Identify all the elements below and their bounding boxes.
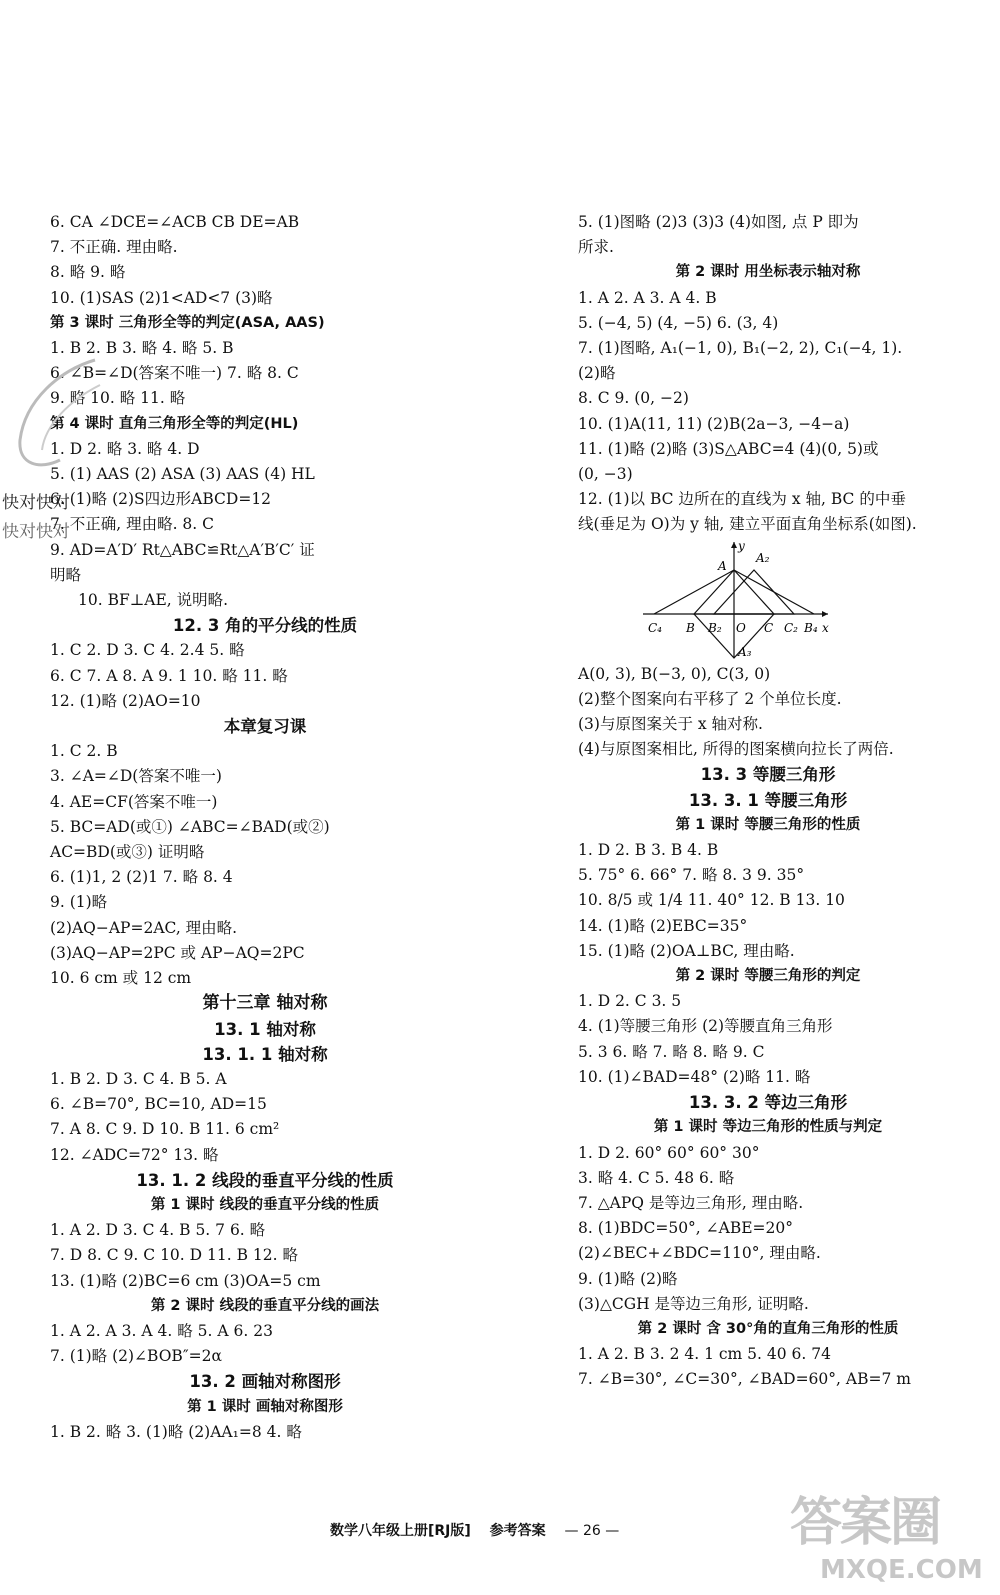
label-c: C [764,620,774,635]
answer-line: 第 4 课时 直角三角形全等的判定(HL) [50,415,299,432]
answer-line: 7. 不正确. 理由略. [50,238,178,257]
answer-line: 1. D 2. C 3. 5 [578,992,682,1011]
answer-line: 第 2 课时 线段的垂直平分线的画法 [150,1297,380,1314]
answer-line: 12. 3 角的平分线的性质 [172,616,358,636]
label-c4: C₄ [648,620,662,635]
watermark-overlay [2,488,70,542]
answer-line: 4. AE=CF(答案不唯一) [50,792,218,811]
watermark-text-2: 快对快对 [2,522,70,542]
answer-line: 6. ∠B=70°, BC=10, AD=15 [50,1095,267,1114]
answer-line: 5. 3 6. 略 7. 略 8. 略 9. C [578,1042,765,1061]
answer-line: 本章复习课 [223,717,307,737]
answer-line: 9. (1)略 [50,893,108,912]
label-a: A [718,558,727,573]
answer-line: 1. C 2. B [50,742,118,761]
answer-line: 9. 略 10. 略 11. 略 [50,389,186,408]
answer-line: 7. △APQ 是等边三角形, 理由略. [578,1193,804,1212]
answer-line: 1. A 2. D 3. C 4. B 5. 7 6. 略 [50,1221,266,1240]
footer-book: 数学八年级上册[RJ版] [330,1523,471,1539]
answer-line: 第十三章 轴对称 [202,993,328,1014]
label-b2: B₂ [708,620,722,635]
answer-line: (4)与原图案相比, 所得的图案横向拉长了两倍. [578,740,894,759]
answer-line: 13. 1 轴对称 [214,1019,316,1039]
label-b4: B₄ [804,620,818,635]
watermark-logo-text: 答案圈 [790,1493,941,1553]
answer-line: 13. 2 画轴对称图形 [189,1372,341,1392]
answer-line: 8. (1)BDC=50°, ∠ABE=20° [578,1219,794,1238]
answer-line: 10. BF⊥AE, 说明略. [78,591,229,610]
answer-line: 1. D 2. 略 3. 略 4. D [50,439,200,458]
footer-page-number: — 26 — [564,1523,620,1539]
answer-line: 1. B 2. B 3. 略 4. 略 5. B [50,339,234,358]
footer-section: 参考答案 [489,1523,546,1539]
answer-line: 5. 75° 6. 66° 7. 略 8. 3 9. 35° [578,866,805,885]
answer-line: 12. (1)略 (2)AO=10 [50,691,201,710]
label-o: O [736,620,746,635]
answer-line: (3)与原图案关于 x 轴对称. [578,715,763,734]
answer-line: 第 1 课时 画轴对称图形 [187,1398,343,1415]
answer-line: 15. (1)略 (2)OA⊥BC, 理由略. [578,941,795,960]
answer-line: 第 2 课时 用坐标表示轴对称 [675,264,861,281]
answer-line: 13. 1. 1 轴对称 [202,1044,328,1064]
answer-line: 13. (1)略 (2)BC=6 cm (3)OA=5 cm [50,1271,321,1290]
answer-line: 6. C 7. A 8. A 9. 1 10. 略 11. 略 [50,666,288,685]
answer-line: 所求. [578,238,614,257]
answer-line: 第 1 课时 等边三角形的性质与判定 [653,1119,883,1136]
answer-line: 8. 略 9. 略 [50,263,126,282]
label-c2: C₂ [784,620,798,635]
watermark-text-1: 快对快对 [2,493,70,513]
watermark-logo-url: MXQE.COM [820,1555,983,1585]
answer-line: (0, −3) [578,465,633,484]
answer-line: 1. A 2. A 3. A 4. 略 5. A 6. 23 [50,1321,273,1340]
answer-line: 线(垂足为 O)为 y 轴, 建立平面直角坐标系(如图). [578,515,917,534]
answer-line: 第 1 课时 线段的垂直平分线的性质 [150,1196,380,1213]
answer-line: (3)△CGH 是等边三角形, 证明略. [578,1294,809,1313]
answer-line: 3. 略 4. C 5. 48 6. 略 [578,1168,735,1187]
answer-line: A(0, 3), B(−3, 0), C(3, 0) [578,664,771,683]
answer-line: 5. (1)图略 (2)3 (3)3 (4)如图, 点 P 即为 [578,213,859,231]
coordinate-figure-svg [638,540,838,660]
answer-line: (2)略 [578,364,616,383]
coordinate-figure [578,540,958,660]
label-a3: A₃ [738,644,752,659]
answer-line: 1. B 2. D 3. C 4. B 5. A [50,1069,227,1088]
site-watermark-logo [790,1480,983,1585]
answer-line: (2)∠BEC+∠BDC=110°, 理由略. [578,1244,821,1263]
x-axis-arrow [822,611,828,617]
answer-line: (2)AQ−AP=2AC, 理由略. [50,918,238,937]
answer-line: 5. (1) AAS (2) ASA (3) AAS (4) HL [50,465,315,484]
answer-line: 1. A 2. B 3. 2 4. 1 cm 5. 40 6. 74 [578,1345,831,1364]
answer-line: 8. C 9. (0, −2) [578,389,689,408]
answer-line: 13. 1. 2 线段的垂直平分线的性质 [136,1170,394,1190]
answer-line: 11. (1)略 (2)略 (3)S△ABC=4 (4)(0, 5)或 [578,439,879,458]
answer-line: 3. ∠A=∠D(答案不唯一) [50,767,222,786]
answer-line: 14. (1)略 (2)EBC=35° [578,916,748,935]
answer-line: 5. BC=AD(或①) ∠ABC=∠BAD(或②) [50,817,330,836]
answer-line: 12. ∠ADC=72° 13. 略 [50,1145,219,1164]
answer-line: 第 3 课时 三角形全等的判定(ASA, AAS) [50,314,325,331]
answer-line: 1. D 2. B 3. B 4. B [578,841,719,860]
answer-line: 7. D 8. C 9. C 10. D 11. B 12. 略 [50,1246,298,1265]
answer-line: 7. 不正确, 理由略. 8. C [50,515,214,534]
answer-line: 7. A 8. C 9. D 10. B 11. 6 cm² [50,1120,280,1139]
page-footer [330,1520,633,1540]
answer-line: 10. (1)SAS (2)1<AD<7 (3)略 [50,288,273,307]
answer-line: 9. AD=A′D′ Rt△ABC≌Rt△A′B′C′ 证 [50,540,315,559]
answer-line: 1. A 2. A 3. A 4. B [578,288,717,307]
answer-line: AC=BD(或③) 证明略 [50,843,205,862]
answer-line: 第 1 课时 等腰三角形的性质 [675,816,861,833]
answer-line: 7. ∠B=30°, ∠C=30°, ∠BAD=60°, AB=7 m [578,1370,911,1389]
answer-line: 第 2 课时 含 30°角的直角三角形的性质 [637,1320,899,1337]
answer-line: 1. D 2. 60° 60° 60° 30° [578,1143,760,1162]
answer-line: 13. 3 等腰三角形 [700,765,836,785]
answer-line: 12. (1)以 BC 边所在的直线为 x 轴, BC 的中垂 [578,490,906,509]
answer-line: 10. (1)A(11, 11) (2)B(2a−3, −4−a) [578,414,850,433]
answer-line: 6. (1)1, 2 (2)1 7. 略 8. 4 [50,868,233,887]
answer-line: 7. (1)图略, A₁(−1, 0), B₁(−2, 2), C₁(−4, 1). [578,339,903,358]
answer-line: 明略 [50,565,82,584]
answer-line: 1. B 2. 略 3. (1)略 (2)AA₁=8 4. 略 [50,1422,302,1441]
answer-line: 10. 8/5 或 1/4 11. 40° 12. B 13. 10 [578,891,845,910]
label-y: y [738,539,745,553]
answer-line: 6. ∠B=∠D(答案不唯一) 7. 略 8. C [50,364,299,383]
answer-line: 10. 6 cm 或 12 cm [50,969,192,988]
answer-line: 10. (1)∠BAD=48° (2)略 11. 略 [578,1067,811,1086]
answer-line: 1. C 2. D 3. C 4. 2.4 5. 略 [50,641,245,660]
hand-drawn-swoosh [0,330,120,490]
right-column [578,210,958,1393]
answer-line: 5. (−4, 5) (4, −5) 6. (3, 4) [578,313,779,332]
answer-line: 4. (1)等腰三角形 (2)等腰直角三角形 [578,1017,833,1036]
answer-line: 6. CA ∠DCE=∠ACB CB DE=AB [50,213,300,231]
label-a2: A₂ [756,550,770,565]
label-b: B [686,620,695,635]
answer-line: 13. 3. 2 等边三角形 [688,1093,848,1113]
answer-line: 第 2 课时 等腰三角形的判定 [675,968,861,985]
answer-line: 7. (1)略 (2)∠BOB″=2α [50,1347,222,1366]
answer-line: 9. (1)略 (2)略 [578,1269,678,1288]
answer-line: 6. (1)略 (2)S四边形ABCD=12 [50,490,272,509]
answer-line: 13. 3. 1 等腰三角形 [688,790,848,810]
y-axis-arrow [731,542,737,548]
label-x: x [822,620,829,635]
answer-line: (2)整个图案向右平移了 2 个单位长度. [578,689,842,708]
answer-line: (3)AQ−AP=2PC 或 AP−AQ=2PC [50,943,305,962]
